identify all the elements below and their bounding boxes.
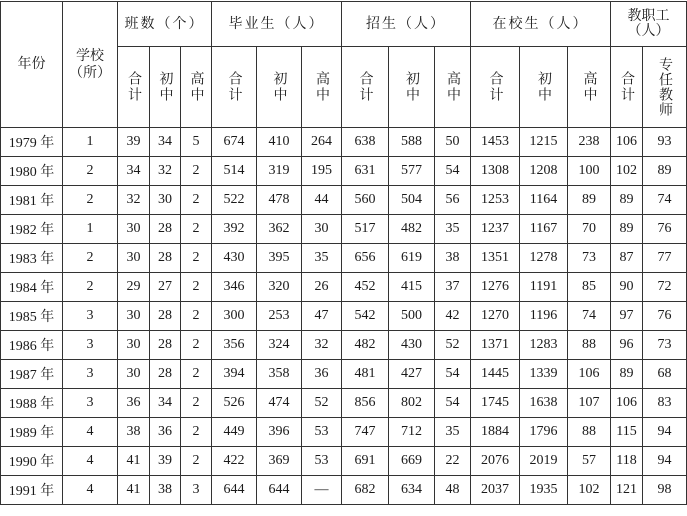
cell-year: 1984 年 — [1, 273, 63, 302]
subheader-classes-senior: 高中 — [181, 47, 212, 128]
cell-enrollment-total: 638 — [342, 128, 389, 157]
cell-enrollment-total: 452 — [342, 273, 389, 302]
cell-graduates-junior: 474 — [257, 389, 302, 418]
cell-enrollment-total: 656 — [342, 244, 389, 273]
cell-graduates-senior: 44 — [302, 186, 342, 215]
header-enrollment: 招生（人） — [342, 2, 471, 47]
cell-students-senior: 102 — [568, 476, 611, 505]
cell-staff-total: 96 — [611, 331, 643, 360]
cell-enrollment-senior: 52 — [435, 331, 471, 360]
cell-graduates-junior: 396 — [257, 418, 302, 447]
cell-classes-junior: 27 — [150, 273, 181, 302]
cell-schools: 4 — [63, 447, 118, 476]
cell-staff-total: 87 — [611, 244, 643, 273]
table-row — [1, 331, 687, 360]
subheader-enrollment-senior: 高中 — [435, 47, 471, 128]
cell-schools: 3 — [63, 389, 118, 418]
cell-staff-teachers: 73 — [643, 331, 687, 360]
cell-students-senior: 89 — [568, 186, 611, 215]
cell-classes-senior: 2 — [181, 447, 212, 476]
cell-year: 1990 年 — [1, 447, 63, 476]
cell-staff-total: 97 — [611, 302, 643, 331]
cell-students-senior: 238 — [568, 128, 611, 157]
cell-classes-total: 36 — [118, 389, 150, 418]
cell-students-junior: 1164 — [520, 186, 568, 215]
cell-enrollment-total: 560 — [342, 186, 389, 215]
cell-graduates-junior: 253 — [257, 302, 302, 331]
cell-enrollment-total: 481 — [342, 360, 389, 389]
cell-graduates-senior: 52 — [302, 389, 342, 418]
subheader-students-junior: 初中 — [520, 47, 568, 128]
cell-graduates-total: 394 — [212, 360, 257, 389]
cell-graduates-junior: 362 — [257, 215, 302, 244]
cell-students-senior: 107 — [568, 389, 611, 418]
cell-students-total: 1308 — [471, 157, 520, 186]
header-classes: 班数（个） — [118, 2, 212, 47]
cell-classes-senior: 2 — [181, 157, 212, 186]
cell-students-total: 2037 — [471, 476, 520, 505]
cell-staff-teachers: 93 — [643, 128, 687, 157]
cell-classes-junior: 32 — [150, 157, 181, 186]
cell-enrollment-junior: 712 — [389, 418, 435, 447]
cell-classes-junior: 28 — [150, 302, 181, 331]
cell-staff-total: 118 — [611, 447, 643, 476]
table-row — [1, 186, 687, 215]
cell-students-junior: 1278 — [520, 244, 568, 273]
header-schools: 学校（所） — [63, 2, 118, 128]
cell-enrollment-junior: 802 — [389, 389, 435, 418]
cell-classes-senior: 2 — [181, 215, 212, 244]
cell-enrollment-junior: 634 — [389, 476, 435, 505]
cell-schools: 4 — [63, 476, 118, 505]
cell-enrollment-total: 747 — [342, 418, 389, 447]
cell-students-junior: 1339 — [520, 360, 568, 389]
cell-year: 1983 年 — [1, 244, 63, 273]
cell-graduates-junior: 324 — [257, 331, 302, 360]
cell-year: 1985 年 — [1, 302, 63, 331]
cell-classes-total: 38 — [118, 418, 150, 447]
cell-students-junior: 1191 — [520, 273, 568, 302]
cell-students-junior: 1796 — [520, 418, 568, 447]
cell-schools: 1 — [63, 215, 118, 244]
cell-graduates-total: 392 — [212, 215, 257, 244]
cell-students-junior: 1283 — [520, 331, 568, 360]
cell-schools: 2 — [63, 186, 118, 215]
table-row — [1, 360, 687, 389]
cell-classes-total: 32 — [118, 186, 150, 215]
cell-graduates-junior: 410 — [257, 128, 302, 157]
cell-classes-senior: 2 — [181, 244, 212, 273]
statistics-table — [0, 1, 687, 505]
cell-staff-teachers: 77 — [643, 244, 687, 273]
cell-students-senior: 100 — [568, 157, 611, 186]
cell-enrollment-senior: 38 — [435, 244, 471, 273]
cell-graduates-senior: 53 — [302, 418, 342, 447]
cell-enrollment-junior: 504 — [389, 186, 435, 215]
table-row — [1, 215, 687, 244]
cell-students-junior: 2019 — [520, 447, 568, 476]
cell-enrollment-total: 691 — [342, 447, 389, 476]
header-students: 在校生（人） — [471, 2, 611, 47]
cell-enrollment-total: 517 — [342, 215, 389, 244]
cell-students-senior: 106 — [568, 360, 611, 389]
cell-enrollment-senior: 42 — [435, 302, 471, 331]
cell-graduates-total: 430 — [212, 244, 257, 273]
cell-enrollment-junior: 415 — [389, 273, 435, 302]
cell-classes-senior: 3 — [181, 476, 212, 505]
cell-graduates-senior: 35 — [302, 244, 342, 273]
cell-graduates-junior: 319 — [257, 157, 302, 186]
cell-schools: 3 — [63, 302, 118, 331]
cell-enrollment-senior: 54 — [435, 360, 471, 389]
cell-staff-teachers: 83 — [643, 389, 687, 418]
cell-classes-junior: 39 — [150, 447, 181, 476]
cell-graduates-total: 422 — [212, 447, 257, 476]
cell-enrollment-senior: 48 — [435, 476, 471, 505]
cell-classes-total: 34 — [118, 157, 150, 186]
cell-classes-total: 30 — [118, 331, 150, 360]
cell-staff-teachers: 94 — [643, 447, 687, 476]
cell-classes-junior: 34 — [150, 389, 181, 418]
cell-students-senior: 85 — [568, 273, 611, 302]
cell-classes-junior: 28 — [150, 244, 181, 273]
cell-graduates-total: 449 — [212, 418, 257, 447]
cell-students-total: 1884 — [471, 418, 520, 447]
cell-students-senior: 57 — [568, 447, 611, 476]
cell-students-total: 1237 — [471, 215, 520, 244]
cell-classes-junior: 28 — [150, 331, 181, 360]
cell-classes-total: 30 — [118, 360, 150, 389]
cell-students-total: 1270 — [471, 302, 520, 331]
cell-students-total: 1276 — [471, 273, 520, 302]
cell-enrollment-senior: 37 — [435, 273, 471, 302]
cell-graduates-senior: 36 — [302, 360, 342, 389]
cell-enrollment-senior: 35 — [435, 418, 471, 447]
cell-staff-teachers: 74 — [643, 186, 687, 215]
cell-staff-teachers: 94 — [643, 418, 687, 447]
cell-students-junior: 1215 — [520, 128, 568, 157]
cell-students-total: 1371 — [471, 331, 520, 360]
cell-graduates-junior: 478 — [257, 186, 302, 215]
subheader-staff-teachers: 专任教师 — [643, 47, 687, 128]
table-row — [1, 418, 687, 447]
cell-enrollment-senior: 54 — [435, 157, 471, 186]
cell-classes-junior: 34 — [150, 128, 181, 157]
cell-graduates-senior: 47 — [302, 302, 342, 331]
table-row — [1, 476, 687, 505]
cell-graduates-senior: 26 — [302, 273, 342, 302]
cell-students-senior: 88 — [568, 331, 611, 360]
table-row — [1, 389, 687, 418]
cell-staff-total: 102 — [611, 157, 643, 186]
table-row — [1, 128, 687, 157]
cell-classes-junior: 36 — [150, 418, 181, 447]
cell-students-total: 1445 — [471, 360, 520, 389]
cell-classes-junior: 28 — [150, 215, 181, 244]
cell-enrollment-senior: 50 — [435, 128, 471, 157]
cell-students-junior: 1196 — [520, 302, 568, 331]
cell-graduates-total: 674 — [212, 128, 257, 157]
subheader-students-total: 合计 — [471, 47, 520, 128]
cell-classes-total: 41 — [118, 476, 150, 505]
cell-students-total: 1351 — [471, 244, 520, 273]
cell-schools: 3 — [63, 331, 118, 360]
cell-enrollment-total: 682 — [342, 476, 389, 505]
cell-graduates-senior: 53 — [302, 447, 342, 476]
cell-enrollment-total: 482 — [342, 331, 389, 360]
cell-classes-total: 30 — [118, 302, 150, 331]
cell-students-junior: 1208 — [520, 157, 568, 186]
cell-schools: 3 — [63, 360, 118, 389]
cell-students-senior: 74 — [568, 302, 611, 331]
table-row — [1, 273, 687, 302]
header-graduates: 毕业生（人） — [212, 2, 342, 47]
table-row — [1, 447, 687, 476]
subheader-graduates-junior: 初中 — [257, 47, 302, 128]
subheader-students-senior: 高中 — [568, 47, 611, 128]
cell-students-junior: 1935 — [520, 476, 568, 505]
subheader-enrollment-junior: 初中 — [389, 47, 435, 128]
cell-schools: 4 — [63, 418, 118, 447]
cell-students-junior: 1167 — [520, 215, 568, 244]
cell-students-senior: 73 — [568, 244, 611, 273]
cell-classes-junior: 38 — [150, 476, 181, 505]
cell-graduates-senior: 264 — [302, 128, 342, 157]
cell-classes-senior: 5 — [181, 128, 212, 157]
cell-staff-teachers: 68 — [643, 360, 687, 389]
cell-enrollment-junior: 577 — [389, 157, 435, 186]
cell-staff-teachers: 76 — [643, 302, 687, 331]
cell-schools: 2 — [63, 273, 118, 302]
cell-graduates-senior: 32 — [302, 331, 342, 360]
cell-year: 1980 年 — [1, 157, 63, 186]
cell-classes-senior: 2 — [181, 302, 212, 331]
subheader-staff-total: 合计 — [611, 47, 643, 128]
cell-staff-total: 89 — [611, 360, 643, 389]
cell-year: 1986 年 — [1, 331, 63, 360]
table-header — [1, 2, 687, 128]
cell-staff-total: 89 — [611, 186, 643, 215]
cell-schools: 2 — [63, 157, 118, 186]
cell-year: 1987 年 — [1, 360, 63, 389]
cell-enrollment-junior: 430 — [389, 331, 435, 360]
cell-enrollment-junior: 669 — [389, 447, 435, 476]
subheader-graduates-senior: 高中 — [302, 47, 342, 128]
cell-enrollment-junior: 500 — [389, 302, 435, 331]
cell-students-total: 1745 — [471, 389, 520, 418]
cell-graduates-senior: — — [302, 476, 342, 505]
cell-enrollment-senior: 54 — [435, 389, 471, 418]
cell-schools: 1 — [63, 128, 118, 157]
cell-staff-total: 90 — [611, 273, 643, 302]
cell-students-senior: 88 — [568, 418, 611, 447]
cell-graduates-total: 526 — [212, 389, 257, 418]
cell-graduates-junior: 395 — [257, 244, 302, 273]
cell-graduates-total: 346 — [212, 273, 257, 302]
cell-classes-junior: 28 — [150, 360, 181, 389]
cell-classes-total: 29 — [118, 273, 150, 302]
cell-classes-senior: 2 — [181, 389, 212, 418]
cell-classes-total: 30 — [118, 244, 150, 273]
cell-staff-total: 106 — [611, 389, 643, 418]
cell-enrollment-senior: 22 — [435, 447, 471, 476]
cell-enrollment-total: 856 — [342, 389, 389, 418]
cell-staff-total: 121 — [611, 476, 643, 505]
cell-graduates-senior: 30 — [302, 215, 342, 244]
cell-graduates-total: 644 — [212, 476, 257, 505]
cell-graduates-junior: 369 — [257, 447, 302, 476]
cell-staff-teachers: 76 — [643, 215, 687, 244]
cell-graduates-total: 514 — [212, 157, 257, 186]
header-year: 年份 — [1, 2, 63, 128]
cell-graduates-total: 522 — [212, 186, 257, 215]
cell-classes-total: 30 — [118, 215, 150, 244]
cell-classes-total: 39 — [118, 128, 150, 157]
cell-year: 1989 年 — [1, 418, 63, 447]
cell-enrollment-junior: 619 — [389, 244, 435, 273]
cell-graduates-junior: 320 — [257, 273, 302, 302]
cell-enrollment-junior: 427 — [389, 360, 435, 389]
cell-classes-senior: 2 — [181, 331, 212, 360]
cell-graduates-senior: 195 — [302, 157, 342, 186]
cell-enrollment-total: 542 — [342, 302, 389, 331]
cell-students-total: 1253 — [471, 186, 520, 215]
cell-year: 1991 年 — [1, 476, 63, 505]
cell-graduates-total: 356 — [212, 331, 257, 360]
subheader-classes-total: 合计 — [118, 47, 150, 128]
subheader-enrollment-total: 合计 — [342, 47, 389, 128]
cell-classes-senior: 2 — [181, 186, 212, 215]
cell-students-junior: 1638 — [520, 389, 568, 418]
cell-year: 1981 年 — [1, 186, 63, 215]
header-staff: 教职工（人） — [611, 2, 687, 47]
subheader-graduates-total: 合计 — [212, 47, 257, 128]
cell-students-senior: 70 — [568, 215, 611, 244]
cell-classes-senior: 2 — [181, 273, 212, 302]
cell-classes-senior: 2 — [181, 360, 212, 389]
cell-staff-teachers: 89 — [643, 157, 687, 186]
cell-students-total: 2076 — [471, 447, 520, 476]
cell-graduates-junior: 644 — [257, 476, 302, 505]
cell-graduates-total: 300 — [212, 302, 257, 331]
cell-staff-teachers: 98 — [643, 476, 687, 505]
cell-enrollment-junior: 482 — [389, 215, 435, 244]
cell-schools: 2 — [63, 244, 118, 273]
cell-year: 1982 年 — [1, 215, 63, 244]
cell-classes-total: 41 — [118, 447, 150, 476]
cell-graduates-junior: 358 — [257, 360, 302, 389]
cell-year: 1979 年 — [1, 128, 63, 157]
cell-enrollment-total: 631 — [342, 157, 389, 186]
cell-staff-total: 115 — [611, 418, 643, 447]
cell-staff-teachers: 72 — [643, 273, 687, 302]
cell-enrollment-senior: 35 — [435, 215, 471, 244]
cell-enrollment-senior: 56 — [435, 186, 471, 215]
table-row — [1, 157, 687, 186]
header-row-groups — [1, 2, 687, 47]
cell-staff-total: 89 — [611, 215, 643, 244]
subheader-classes-junior: 初中 — [150, 47, 181, 128]
cell-year: 1988 年 — [1, 389, 63, 418]
table-body — [1, 128, 687, 505]
cell-staff-total: 106 — [611, 128, 643, 157]
cell-enrollment-junior: 588 — [389, 128, 435, 157]
cell-classes-junior: 30 — [150, 186, 181, 215]
cell-students-total: 1453 — [471, 128, 520, 157]
table-row — [1, 302, 687, 331]
table-row — [1, 244, 687, 273]
cell-classes-senior: 2 — [181, 418, 212, 447]
